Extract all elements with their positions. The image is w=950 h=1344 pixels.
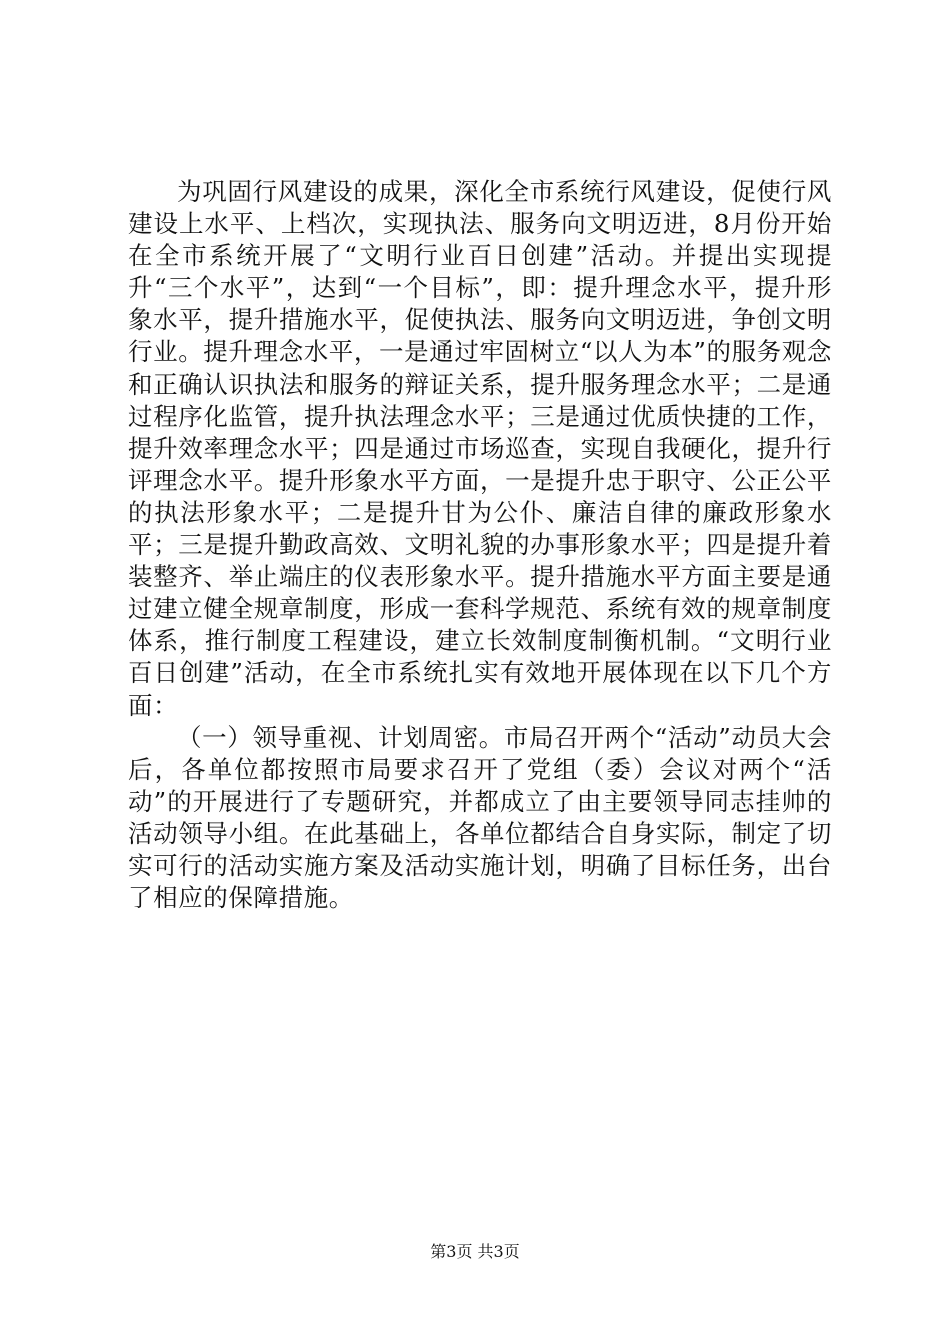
paragraph-intro: 为巩固行风建设的成果，深化全市系统行风建设，促使行风建设上水平、上档次，实现执法、服务向文明迈进，8月份开始在全市系统开展了“文明行业百日创建”活动。并提出实现提升“三个水平”，达到“一个目标”，即：提升理念水平，提升形象水平，提升措施水平，促使执法、服务向文明迈进，争创文明行业。提升理念水平，一是通过牢固树立“以人为本”的服务观念和正确认识执法和服务的辩证关系，提升服务理念水平；二是通过程序化监管，提升执法理念水平；三是通过优质快捷的工作，提升效率理念水平；四是通过市场巡查，实现自我硬化，提升行评理念水平。提升形象水平方面，一是提升忠于职守、公正公平的执法形象水平；二是提升甘为公仆、廉洁自律的廉政形象水平；三是提升勤政高效、文明礼貌的办事形象水平；四是提升着装整齐、举止端庄的仪表形象水平。提升措施水平方面主要是通过建立健全规章制度，形成一套科学规范、系统有效的规章制度体系，推行制度工程建设，建立长效制度制衡机制。“文明行业百日创建”活动，在全市系统扎实有效地开展体现在以下几个方面： [128,177,832,720]
paragraph-section-one: （一）领导重视、计划周密。市局召开两个“活动”动员大会后，各单位都按照市局要求召开了党组（委）会议对两个“活动”的开展进行了专题研究，并都成立了由主要领导同志挂帅的活动领导小组。在此基础上，各单位都结合自身实际，制定了切实可行的活动实施方案及活动实施计划，明确了目标任务，出台了相应的保障措施。 [128,722,832,913]
document-body [128,176,832,914]
page-number-footer: 第3页 共3页 [430,1242,520,1261]
